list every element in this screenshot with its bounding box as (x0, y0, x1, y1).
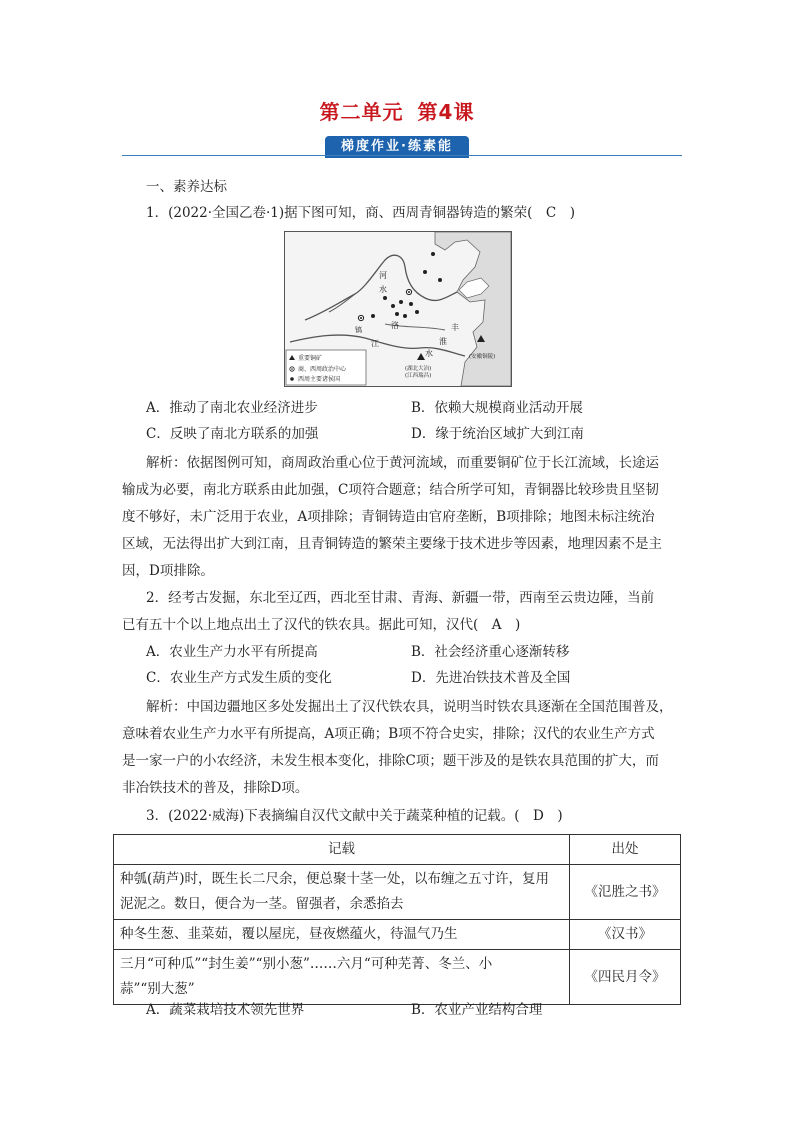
table-header-source: 出处 (570, 835, 681, 865)
q2-analysis-line: 解析：中国边疆地区多处发掘出土了汉代铁农具，说明当时铁农具逐渐在全国范围普及， (146, 699, 673, 715)
map-label-bing: 丰 (451, 323, 459, 332)
q2-analysis-line: 非冶铁技术的普及，排除D项。 (122, 780, 309, 796)
page-title (0, 96, 794, 125)
table-cell-record (114, 920, 570, 950)
q1-option-a: A．推动了南北农业经济进步 (146, 400, 318, 416)
table-row (114, 950, 681, 1005)
map-label-jiangxi: (江西瑞昌) (405, 373, 432, 379)
table-cell-source: 《氾胜之书》 (570, 865, 681, 920)
q2-stem-line: 2．经考古发掘，东北至辽西，西北至甘肃、青海、新疆一带，西南至云贵边陲，当前 (146, 590, 655, 606)
q2-option-b: B．社会经济重心逐渐转移 (411, 644, 570, 660)
q3-option-b: B．农业产业结构合理 (411, 1002, 543, 1018)
unit-title: 第二单元 (319, 100, 404, 124)
map-label-hubei: (湖北大冶) (405, 366, 432, 372)
table-cell-source: 《四民月令》 (570, 950, 681, 1005)
record-line: 种冬生葱、韭菜茹，覆以屋庑，昼夜燃蕴火，待温气乃生 (120, 926, 458, 942)
section-heading: 一、素养达标 (146, 179, 227, 195)
header-divider (122, 155, 682, 156)
map-label-huai: 淮 (439, 337, 447, 346)
map-figure (285, 232, 511, 386)
q1-option-b: B．依赖大规模商业活动开展 (411, 400, 583, 416)
map-label-luo: 洛 (391, 321, 399, 330)
q1-analysis-line: 度不够好，未广泛用于农业，A项排除；青铜铸造由官府垄断，B项排除；地图未标注统治 (122, 509, 655, 525)
table-row (114, 920, 681, 950)
q1-analysis-line: 因，D项排除。 (122, 563, 214, 579)
table-header-record: 记载 (114, 835, 570, 865)
section-banner: 梯度作业·练素能 (325, 136, 469, 158)
table-cell-source: 《汉书》 (570, 920, 681, 950)
table-header-row (114, 835, 681, 865)
q3-table (113, 834, 681, 1005)
q1-option-c: C．反映了南北方联系的加强 (146, 426, 319, 442)
q1-analysis-line: 输成为必要，南北方联系由此加强，C项符合题意；结合所学可知，青铜器比较珍贵且坚韧 (122, 482, 659, 498)
record-line: 蒜”“别大葱” (120, 981, 195, 997)
map-label-shui2: 水 (425, 349, 433, 358)
q1-stem: 1．(2022·全国乙卷·1)据下图可知，商、西周青铜器铸造的繁荣( C ) (146, 205, 576, 221)
q3-stem: 3．(2022·威海)下表摘编自汉代文献中关于蔬菜种植的记载。( D ) (146, 808, 563, 824)
record-line: 三月“可种瓜”“封生姜”“别小葱”……六月“可种芜菁、冬兰、小 (120, 956, 493, 972)
legend-states: 西周主要诸侯国 (298, 376, 341, 383)
q2-analysis-line: 是一家一户的小农经济，未发生根本变化，排除C项；题干涉及的是铁农具范围的扩大，而 (122, 753, 659, 769)
q1-analysis-line: 区域，无法得出扩大到江南，且青铜铸造的繁荣主要缘于技术进步等因素，地理因素不是主 (122, 536, 662, 552)
q1-map (284, 231, 512, 387)
table-cell-record (114, 865, 570, 920)
table-cell-record (114, 950, 570, 1005)
legend-copper: 重要铜矿 (298, 355, 323, 362)
map-label-he: 河 (379, 271, 387, 280)
q2-stem-line: 已有五十个以上地点出土了汉代的铁农具。据此可知，汉代( A ) (122, 617, 521, 633)
lesson-title: 第4课 (417, 100, 475, 124)
record-line: 种瓠(葫芦)时，既生长二尺余，便总聚十茎一处，以布缠之五寸许，复用 (120, 871, 550, 887)
record-line: 泥泥之。数日，便合为一茎。留强者，余悉掐去 (120, 896, 404, 912)
q2-option-a: A．农业生产力水平有所提高 (146, 644, 318, 660)
map-label-jiang: 江 (371, 339, 379, 348)
table-row (114, 865, 681, 920)
map-label-shui: 水 (379, 285, 387, 294)
q2-option-d: D．先进冶铁技术普及全国 (411, 670, 571, 686)
legend-center: 商、西周政治中心 (298, 366, 347, 373)
q1-analysis-line: 解析：依据图例可知，商周政治重心位于黄河流域，而重要铜矿位于长江流域，长途运 (146, 455, 659, 471)
q2-analysis-line: 意味着农业生产力水平有所提高，A项正确；B项不符合史实，排除；汉代的农业生产方式 (122, 726, 655, 742)
q3-option-a: A．蔬菜栽培技术领先世界 (146, 1002, 305, 1018)
map-label-anhui: (安徽铜陵) (469, 354, 496, 360)
map-label-feng: 镐 (355, 326, 362, 334)
q2-option-c: C．农业生产方式发生质的变化 (146, 670, 332, 686)
q1-option-d: D．缘于统治区域扩大到江南 (411, 426, 584, 442)
